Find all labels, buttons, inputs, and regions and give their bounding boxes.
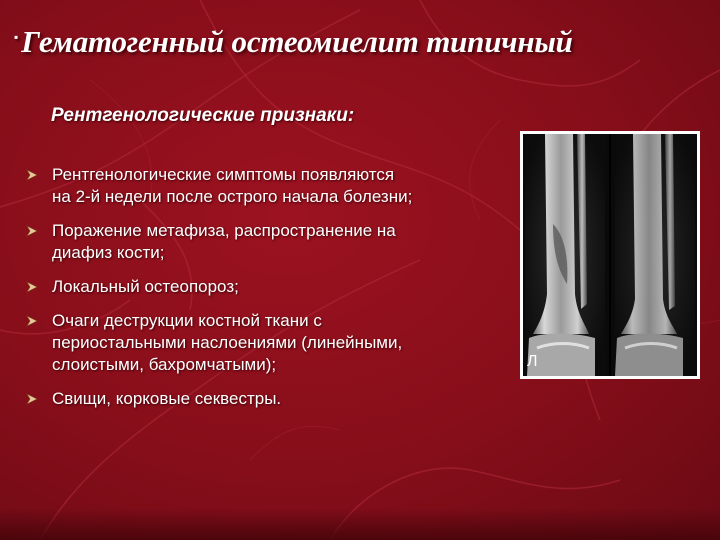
list-item-text: Рентгенологические симптомы появляются на 2-й недели после острого начала болезни; [52, 165, 413, 206]
title-bullet: ▪ [14, 30, 19, 44]
list-item-text: Локальный остеопороз; [52, 277, 239, 296]
arrow-bullet-icon [26, 310, 52, 332]
slide-title: Гематогенный остеомиелит типичный [21, 24, 573, 59]
list-item [26, 220, 506, 264]
xray-image [520, 131, 700, 379]
bottom-shadow-band [0, 508, 720, 540]
arrow-bullet-icon [26, 276, 52, 298]
xray-side-marker: Л [527, 353, 538, 370]
list-item-text: Свищи, корковые секвестры. [52, 389, 282, 408]
xray-leg-bones-picture [523, 134, 697, 376]
bullet-list [26, 164, 506, 422]
list-item [26, 276, 506, 298]
slide-subtitle: Рентгенологические признаки: [51, 105, 355, 126]
arrow-bullet-icon [26, 388, 52, 410]
arrow-bullet-icon [26, 164, 52, 186]
arrow-bullet-icon [26, 220, 52, 242]
list-item [26, 164, 506, 208]
list-item-text: Очаги деструкции костной ткани с периостальными наслоениями (линейными, слоистыми, бахромчатыми); [52, 311, 403, 374]
list-item [26, 388, 506, 410]
list-item [26, 310, 506, 376]
list-item-text: Поражение метафиза, распространение на диафиз кости; [52, 221, 396, 262]
title-row [14, 24, 573, 60]
